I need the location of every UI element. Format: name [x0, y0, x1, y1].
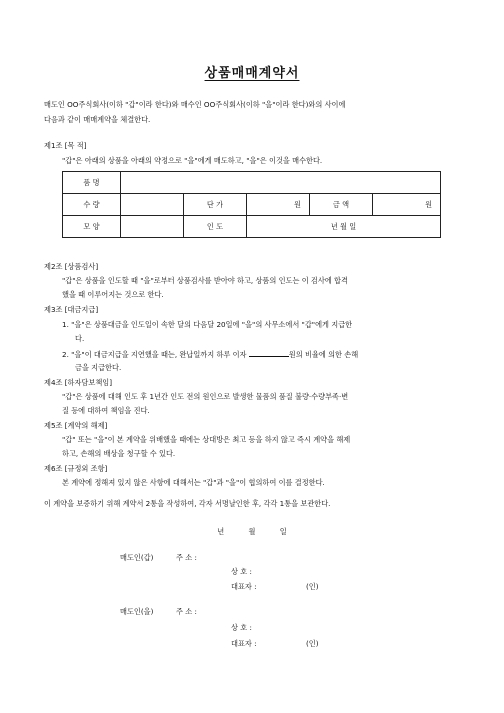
article-5-heading: 제5조 [계약의 해제] [44, 421, 108, 430]
product-name-cell[interactable] [121, 172, 441, 194]
buyer-seal: (인) [306, 639, 319, 648]
delivery-date-cell[interactable]: 년 월 일 [247, 216, 441, 238]
article-4-heading: 제4조 [하자담보책임] [44, 378, 113, 387]
seller-role: 매도인(갑) [120, 553, 154, 562]
unit-price-cell[interactable]: 원 [247, 194, 310, 216]
table-row [63, 216, 441, 238]
intro-line-2: 다음과 같이 매매계약을 체결한다. [44, 115, 151, 124]
seller-address-label: 주 소 : [176, 553, 197, 562]
article-6-body: 본 계약에 정해져 있지 않은 사항에 대해서는 "갑"과 "을"이 협의하여 이를 결정한다. [62, 478, 325, 487]
unit-price-label: 단 가 [184, 194, 247, 216]
buyer-address-label: 주 소 : [176, 607, 197, 616]
intro-line-1: 매도인 OO주식회사(이하 "갑"이라 한다)와 매수인 OO주식회사(이하 "을"이라 한다)와의 사이에 [44, 100, 346, 109]
table-row [63, 172, 441, 194]
goods-table [62, 171, 441, 238]
quantity-cell[interactable] [121, 194, 184, 216]
buyer-company-label: 상 호 : [231, 623, 252, 632]
article-3-item-1-line-1: 1. "을"은 상품대금을 인도일이 속한 달의 다음달 20일에 "을"의 사무소에서 "갑"에게 지급한 [62, 320, 353, 329]
quantity-label: 수 량 [63, 194, 121, 216]
shape-cell[interactable] [121, 216, 184, 238]
closing-statement: 이 계약을 보증하기 위해 계약서 2통을 작성하여, 각자 서명날인한 후, 각각 1통을 보관한다. [44, 499, 331, 508]
document-title: 상품매매계약서 [204, 66, 300, 81]
seller-company-label: 상 호 : [231, 567, 252, 576]
seller-seal: (인) [306, 582, 319, 591]
signature-date[interactable]: 년 월 일 [217, 527, 287, 536]
article-1-heading: 제1조 [목 적] [44, 141, 87, 150]
article-2-line-2: 했을 때 이루어지는 것으로 한다. [62, 290, 164, 299]
article-3-item-1-line-2: 다. [75, 334, 85, 343]
article-2-heading: 제2조 [상품검사] [44, 262, 99, 271]
shape-label: 모 양 [63, 216, 121, 238]
article-3-item-2-line-1: 2. "을"이 대금지급을 지연했을 때는, 완납일까지 하루 이자 원의 비율에 의한 손해 [62, 350, 359, 359]
article-4-line-2: 질 등에 대하여 책임을 진다. [62, 406, 150, 415]
amount-cell[interactable]: 원 [373, 194, 441, 216]
table-row [63, 194, 441, 216]
seller-rep-label: 대표자 : [231, 582, 257, 591]
product-name-label: 품 명 [63, 172, 121, 194]
buyer-rep-label: 대표자 : [231, 639, 257, 648]
article-5-line-1: "갑" 또는 "을"이 본 계약을 위배했을 때에는 상대방은 최고 등을 하지 않고 즉시 계약을 해제 [62, 435, 351, 444]
delivery-label: 인 도 [184, 216, 247, 238]
article-4-line-1: "갑"은 상품에 대해 인도 후 1년간 인도 전의 원인으로 발생한 물품의 품질 불량·수량부족·변 [62, 392, 349, 401]
amount-label: 금 액 [310, 194, 373, 216]
article-3-item-2-line-2: 금을 지급한다. [75, 363, 122, 372]
article-5-line-2: 하고, 손해의 배상을 청구할 수 있다. [62, 449, 176, 458]
article-6-heading: 제6조 [규정외 조항] [44, 464, 108, 473]
article-2-line-1: "갑"은 상품을 인도할 때 "을"로부터 상품검사를 받아야 하고, 상품의 인도는 이 검사에 합격 [62, 276, 348, 285]
article-1-body: "갑"은 아래의 상품을 아래의 약정으로 "을"에게 매도하고, "을"은 이것을 매수한다. [62, 156, 323, 165]
interest-amount-blank[interactable] [249, 349, 289, 357]
buyer-role: 매도인(을) [120, 607, 154, 616]
article-3-heading: 제3조 [대금지급] [44, 305, 99, 314]
